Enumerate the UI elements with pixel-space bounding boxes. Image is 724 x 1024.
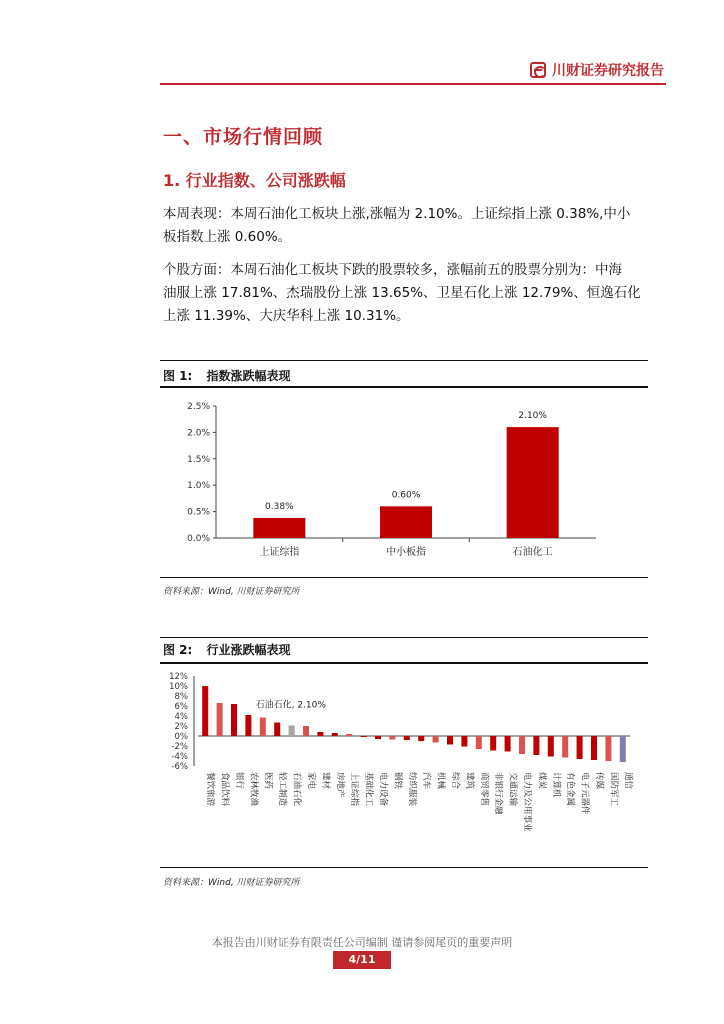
x-tick-label: 上证综指 (259, 547, 300, 558)
x-tick-label: 建材 (320, 772, 331, 790)
y-tick-label: 2% (174, 722, 188, 732)
bar (389, 736, 395, 740)
bar (274, 723, 280, 737)
bar (346, 734, 352, 736)
x-tick-label: 汽车 (421, 772, 432, 790)
header-divider (160, 83, 666, 85)
x-tick-label: 食品饮料 (219, 772, 230, 807)
x-tick-label: 医药 (262, 772, 273, 790)
paragraph-line: 油服上涨 17.81%、杰瑞股份上涨 13.65%、卫星石化上涨 12.79%、恒逸石化 (163, 285, 641, 301)
x-tick-label: 石油石化 (291, 772, 302, 807)
data-label: 0.60% (391, 490, 421, 501)
bar (245, 715, 251, 736)
figure2-top-rule (160, 637, 648, 638)
weekly-performance-paragraph (163, 203, 665, 249)
figure2-label: 图 2: (163, 643, 193, 657)
x-tick-label: 上证综指 (349, 772, 360, 807)
bar (260, 718, 266, 737)
bar (418, 736, 424, 741)
bar (332, 733, 338, 736)
bar (404, 736, 410, 740)
x-tick-label: 通信 (622, 772, 633, 790)
section-subtitle: 1. 行业指数、公司涨跌幅 (163, 171, 346, 190)
bar (548, 736, 554, 757)
bar (361, 736, 367, 737)
y-tick-label: 0.0% (187, 534, 210, 544)
y-tick-label: 10% (169, 682, 188, 692)
bar (380, 506, 432, 538)
x-tick-label: 国防军工 (608, 772, 619, 807)
bar (231, 704, 237, 736)
footer-disclaimer: 本报告由川财证券有限责任公司编制 谨请参阅尾页的重要声明 (211, 936, 513, 949)
y-tick-label: 1.0% (187, 481, 210, 492)
bar (620, 736, 626, 762)
figure1-label: 图 1: (163, 369, 193, 383)
data-label: 2.10% (518, 411, 547, 422)
bar (447, 736, 453, 745)
x-tick-label: 银行 (234, 772, 244, 790)
y-tick-label: 1.5% (187, 454, 210, 465)
x-tick-label: 钢铁 (392, 772, 403, 790)
figure1-source: 资料来源：Wind, 川财证券研究所 (163, 587, 300, 597)
x-tick-label: 商贸零售 (478, 772, 489, 807)
bar (490, 736, 496, 751)
figure2-chart (160, 666, 650, 866)
figure1-top-rule (160, 360, 648, 361)
section-title: 一、市场行情回顾 (163, 126, 324, 148)
x-tick-label: 交通运输 (507, 772, 518, 807)
bar (505, 736, 511, 752)
y-tick-label: 0.5% (187, 507, 210, 518)
x-tick-label: 煤炭 (536, 772, 547, 790)
x-tick-label: 餐饮旅游 (205, 772, 216, 807)
y-tick-label: 2.5% (187, 402, 210, 412)
x-tick-label: 非银行金融 (493, 772, 504, 815)
x-tick-label: 建筑 (464, 772, 475, 790)
x-tick-label: 中小板指 (386, 547, 426, 558)
x-tick-label: 基础化工 (363, 772, 374, 807)
x-tick-label: 电力及公用事业 (522, 772, 532, 832)
x-tick-label: 综合 (450, 772, 460, 790)
figure1-chart (160, 392, 650, 576)
bar (375, 736, 381, 739)
x-tick-label: 电子元器件 (579, 772, 590, 815)
y-tick-label: 8% (174, 692, 188, 702)
y-tick-label: -6% (171, 762, 188, 772)
stocks-paragraph (163, 259, 665, 328)
data-label: 0.38% (265, 501, 294, 512)
bar (476, 736, 482, 749)
figure1-title (163, 367, 291, 384)
brand-header (530, 60, 664, 80)
x-tick-label: 石油化工 (512, 547, 553, 558)
bar (562, 736, 568, 758)
y-tick-label: 6% (174, 702, 188, 712)
y-tick-label: -4% (171, 752, 188, 762)
paragraph-line: 板指数上涨 0.60%。 (163, 229, 292, 245)
x-tick-label: 轻工制造 (277, 772, 288, 807)
brand-logo-icon (530, 62, 546, 78)
bar (591, 736, 597, 760)
brand-name: 川财证券研究报告 (552, 63, 664, 79)
bar (507, 427, 559, 538)
bar (605, 736, 611, 761)
figure1-title-text: 指数涨跌幅表现 (206, 369, 291, 383)
bar (433, 736, 439, 743)
figure2-bottom-rule (160, 867, 648, 868)
y-tick-label: 0% (174, 732, 188, 742)
x-tick-label: 房地产 (334, 772, 345, 798)
x-tick-label: 电力设备 (378, 772, 388, 807)
paragraph-line: 本周表现：本周石油化工板块上涨,涨幅为 2.10%。上证综指上涨 0.38%,中小 (163, 206, 631, 222)
bar (533, 736, 539, 755)
figure2-title (163, 641, 291, 658)
x-tick-label: 家电 (306, 772, 316, 790)
bar (519, 736, 525, 754)
bar (317, 732, 323, 736)
y-tick-label: 12% (169, 672, 188, 682)
bar (577, 736, 583, 759)
bar (253, 518, 305, 538)
page-number: 4/11 (333, 951, 391, 969)
figure2-title-text: 行业涨跌幅表现 (206, 643, 291, 657)
x-tick-label: 传媒 (594, 772, 604, 790)
x-tick-label: 有色金属 (565, 772, 576, 807)
bar (461, 736, 467, 747)
y-tick-label: 2.0% (187, 428, 210, 439)
x-tick-label: 机械 (435, 772, 446, 790)
x-tick-label: 纺织服装 (406, 772, 417, 807)
bar (202, 686, 208, 736)
bar (289, 726, 295, 737)
paragraph-line: 个股方面：本周石油化工板块下跌的股票较多，涨幅前五的股票分别为：中海 (163, 262, 622, 278)
bar (217, 703, 223, 736)
x-tick-label: 农林牧渔 (248, 772, 259, 807)
x-tick-label: 计算机 (550, 772, 561, 798)
paragraph-line: 上涨 11.39%、大庆华科上涨 10.31%。 (163, 308, 410, 324)
y-tick-label: -2% (171, 742, 188, 752)
figure1-bottom-rule (160, 577, 648, 578)
bar (303, 726, 309, 736)
figure2-source: 资料来源：Wind, 川财证券研究所 (163, 878, 300, 888)
chart-annotation: 石油石化, 2.10% (255, 700, 326, 711)
figure1-title-rule (160, 386, 648, 388)
figure2-title-rule (160, 662, 648, 664)
y-tick-label: 4% (174, 712, 188, 722)
